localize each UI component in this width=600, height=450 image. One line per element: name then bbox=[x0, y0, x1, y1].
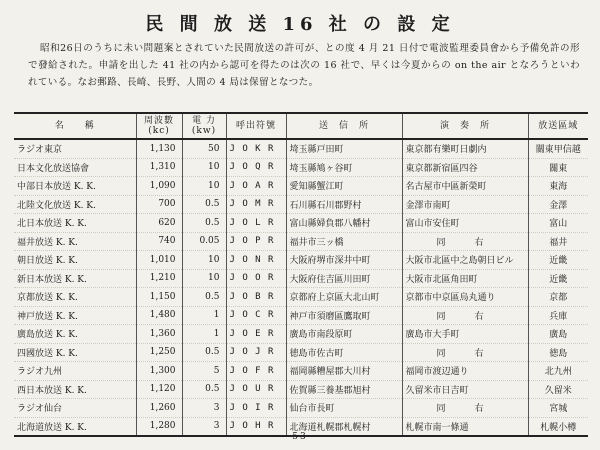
page-number: — 53 — bbox=[276, 432, 324, 442]
frequency-cell: 1,360 bbox=[136, 325, 182, 344]
frequency-cell: 1,480 bbox=[136, 306, 182, 325]
transmitter-location-cell: 神戸市須磨區鷹取町 bbox=[286, 306, 402, 325]
broadcast-area-cell: 富山 bbox=[528, 214, 588, 233]
transmitter-location-cell: 大阪府堺市深井中町 bbox=[286, 251, 402, 270]
studio-location-cell: 同 右 bbox=[402, 399, 528, 418]
frequency-cell: 740 bbox=[136, 232, 182, 251]
station-name-cell: 中部日本放送 K. K. bbox=[14, 177, 136, 196]
call-sign-cell: J O H R bbox=[226, 417, 286, 436]
call-sign-cell: J O L R bbox=[226, 214, 286, 233]
transmitter-location-cell: 石川縣石川郡野村 bbox=[286, 195, 402, 214]
power-cell: 0.5 bbox=[182, 214, 226, 233]
frequency-cell: 1,210 bbox=[136, 269, 182, 288]
studio-location-cell: 同 右 bbox=[402, 232, 528, 251]
table-row bbox=[14, 139, 588, 158]
table-row bbox=[14, 251, 588, 270]
power-cell: 50 bbox=[182, 139, 226, 158]
table-row bbox=[14, 232, 588, 251]
table-header-row bbox=[14, 113, 588, 139]
power-cell: 10 bbox=[182, 269, 226, 288]
studio-location-cell: 廣島市大手町 bbox=[402, 325, 528, 344]
station-name-cell: 神戸放送 K. K. bbox=[14, 306, 136, 325]
station-name-cell: 日本文化放送協會 bbox=[14, 158, 136, 177]
broadcast-area-cell: 兵庫 bbox=[528, 306, 588, 325]
header-power: 電 力 (kw) bbox=[182, 113, 226, 139]
call-sign-cell: J O A R bbox=[226, 177, 286, 196]
broadcast-area-cell: 金澤 bbox=[528, 195, 588, 214]
studio-location-cell: 福岡市渡辺通り bbox=[402, 362, 528, 381]
station-name-cell: 新日本放送 K. K. bbox=[14, 269, 136, 288]
frequency-cell: 1,010 bbox=[136, 251, 182, 270]
transmitter-location-cell: 福井市三ッ橋 bbox=[286, 232, 402, 251]
transmitter-location-cell: 廣島市南段原町 bbox=[286, 325, 402, 344]
call-sign-cell: J O E R bbox=[226, 325, 286, 344]
frequency-cell: 700 bbox=[136, 195, 182, 214]
station-name-cell: 京都放送 K. K. bbox=[14, 288, 136, 307]
call-sign-cell: J O I R bbox=[226, 399, 286, 418]
transmitter-location-cell: 富山縣婦負郡八幡村 bbox=[286, 214, 402, 233]
frequency-cell: 620 bbox=[136, 214, 182, 233]
station-name-cell: ラジオ九州 bbox=[14, 362, 136, 381]
broadcast-area-cell: 宮城 bbox=[528, 399, 588, 418]
broadcast-area-cell: 京都 bbox=[528, 288, 588, 307]
header-transmitter: 送 信 所 bbox=[286, 113, 402, 139]
table-row bbox=[14, 158, 588, 177]
broadcast-area-cell: 近畿 bbox=[528, 251, 588, 270]
studio-location-cell: 大阪市北區角田町 bbox=[402, 269, 528, 288]
power-cell: 5 bbox=[182, 362, 226, 381]
table-row bbox=[14, 214, 588, 233]
header-name: 名 稱 bbox=[14, 113, 136, 139]
table-row bbox=[14, 325, 588, 344]
studio-location-cell: 金澤市南町 bbox=[402, 195, 528, 214]
station-name-cell: 西日本放送 K. K. bbox=[14, 380, 136, 399]
table-row bbox=[14, 195, 588, 214]
broadcast-area-cell: 北九州 bbox=[528, 362, 588, 381]
broadcast-area-cell: 近畿 bbox=[528, 269, 588, 288]
transmitter-location-cell: 埼玉縣戸田町 bbox=[286, 139, 402, 158]
broadcast-area-cell: 札幌小樽 bbox=[528, 417, 588, 436]
studio-location-cell: 大阪市北區中之島朝日ビル bbox=[402, 251, 528, 270]
transmitter-location-cell: 佐賀縣三養基郡旭村 bbox=[286, 380, 402, 399]
station-name-cell: 朝日放送 K. K. bbox=[14, 251, 136, 270]
page-title: 民 間 放 送 16 社 の 設 定 bbox=[145, 14, 455, 35]
call-sign-cell: J O P R bbox=[226, 232, 286, 251]
transmitter-location-cell: 仙台市長町 bbox=[286, 399, 402, 418]
power-cell: 10 bbox=[182, 177, 226, 196]
station-name-cell: 北陸文化放送 K. K. bbox=[14, 195, 136, 214]
stations-table-wrapper bbox=[14, 112, 588, 437]
power-cell: 3 bbox=[182, 399, 226, 418]
call-sign-cell: J O Q R bbox=[226, 158, 286, 177]
station-name-cell: 廣島放送 K. K. bbox=[14, 325, 136, 344]
frequency-cell: 1,260 bbox=[136, 399, 182, 418]
header-broadcast-area: 放送區域 bbox=[528, 113, 588, 139]
frequency-cell: 1,250 bbox=[136, 343, 182, 362]
station-name-cell: ラジオ東京 bbox=[14, 139, 136, 158]
station-name-cell: 福井放送 K. K. bbox=[14, 232, 136, 251]
transmitter-location-cell: 埼玉縣鳩ヶ谷町 bbox=[286, 158, 402, 177]
table-row bbox=[14, 380, 588, 399]
power-cell: 3 bbox=[182, 417, 226, 436]
power-cell: 0.5 bbox=[182, 195, 226, 214]
transmitter-location-cell: 北海道札幌郡札幌村 bbox=[286, 417, 402, 436]
transmitter-location-cell: 徳島市佐古町 bbox=[286, 343, 402, 362]
studio-location-cell: 京都市中京區烏丸通り bbox=[402, 288, 528, 307]
intro-paragraph: 昭和26日のうちに未い問題案とされていた民間放送の許可が、との度 4 月 21 日付で電波監理委員會から予備免許の形で發給された。申請を出した 41 社の内から認可を得たのは次の 16 社で、早くは今夏からの on the air となろうといわれている。なお郵路、長崎、長野、人間の 4 局は保留となつた。 bbox=[28, 43, 580, 88]
frequency-cell: 1,310 bbox=[136, 158, 182, 177]
power-cell: 0.5 bbox=[182, 288, 226, 307]
table-row bbox=[14, 399, 588, 418]
broadcast-area-cell: 東海 bbox=[528, 177, 588, 196]
broadcast-area-cell: 徳島 bbox=[528, 343, 588, 362]
studio-location-cell: 東京都新宿區四谷 bbox=[402, 158, 528, 177]
call-sign-cell: J O N R bbox=[226, 251, 286, 270]
frequency-cell: 1,150 bbox=[136, 288, 182, 307]
header-frequency: 周波數 (kc) bbox=[136, 113, 182, 139]
frequency-cell: 1,130 bbox=[136, 139, 182, 158]
power-cell: 10 bbox=[182, 158, 226, 177]
header-call-sign: 呼出符號 bbox=[226, 113, 286, 139]
station-name-cell: 北日本放送 K. K. bbox=[14, 214, 136, 233]
call-sign-cell: J O C R bbox=[226, 306, 286, 325]
frequency-cell: 1,120 bbox=[136, 380, 182, 399]
table-row bbox=[14, 343, 588, 362]
power-cell: 0.5 bbox=[182, 380, 226, 399]
broadcast-area-cell: 福井 bbox=[528, 232, 588, 251]
transmitter-location-cell: 京都府上京區大北山町 bbox=[286, 288, 402, 307]
power-cell: 1 bbox=[182, 325, 226, 344]
transmitter-location-cell: 福岡縣糟屋郡大川村 bbox=[286, 362, 402, 381]
stations-table bbox=[14, 112, 588, 437]
table-row bbox=[14, 306, 588, 325]
transmitter-location-cell: 大阪府住吉區川田町 bbox=[286, 269, 402, 288]
studio-location-cell: 東京都有樂町日劇内 bbox=[402, 139, 528, 158]
studio-location-cell: 同 右 bbox=[402, 343, 528, 362]
call-sign-cell: J O J R bbox=[226, 343, 286, 362]
transmitter-location-cell: 愛知縣蟹江町 bbox=[286, 177, 402, 196]
header-studio: 演 奏 所 bbox=[402, 113, 528, 139]
call-sign-cell: J O F R bbox=[226, 362, 286, 381]
broadcast-area-cell: 關東 bbox=[528, 158, 588, 177]
studio-location-cell: 名古屋市中區新榮町 bbox=[402, 177, 528, 196]
power-cell: 10 bbox=[182, 251, 226, 270]
power-cell: 0.05 bbox=[182, 232, 226, 251]
station-name-cell: 北海道放送 K. K. bbox=[14, 417, 136, 436]
power-cell: 0.5 bbox=[182, 343, 226, 362]
call-sign-cell: J O B R bbox=[226, 288, 286, 307]
studio-location-cell: 富山市安住町 bbox=[402, 214, 528, 233]
call-sign-cell: J O O R bbox=[226, 269, 286, 288]
power-cell: 1 bbox=[182, 306, 226, 325]
station-name-cell: 四國放送 K. K. bbox=[14, 343, 136, 362]
broadcast-area-cell: 關東甲信越 bbox=[528, 139, 588, 158]
studio-location-cell: 同 右 bbox=[402, 306, 528, 325]
call-sign-cell: J O M R bbox=[226, 195, 286, 214]
call-sign-cell: J O K R bbox=[226, 139, 286, 158]
table-row bbox=[14, 288, 588, 307]
frequency-cell: 1,300 bbox=[136, 362, 182, 381]
table-row bbox=[14, 177, 588, 196]
broadcast-area-cell: 廣島 bbox=[528, 325, 588, 344]
table-row bbox=[14, 269, 588, 288]
frequency-cell: 1,280 bbox=[136, 417, 182, 436]
station-name-cell: ラジオ仙台 bbox=[14, 399, 136, 418]
table-row bbox=[14, 362, 588, 381]
call-sign-cell: J O U R bbox=[226, 380, 286, 399]
broadcast-area-cell: 久留米 bbox=[528, 380, 588, 399]
studio-location-cell: 札幌市南一條通 bbox=[402, 417, 528, 436]
frequency-cell: 1,090 bbox=[136, 177, 182, 196]
studio-location-cell: 久留米市日吉町 bbox=[402, 380, 528, 399]
